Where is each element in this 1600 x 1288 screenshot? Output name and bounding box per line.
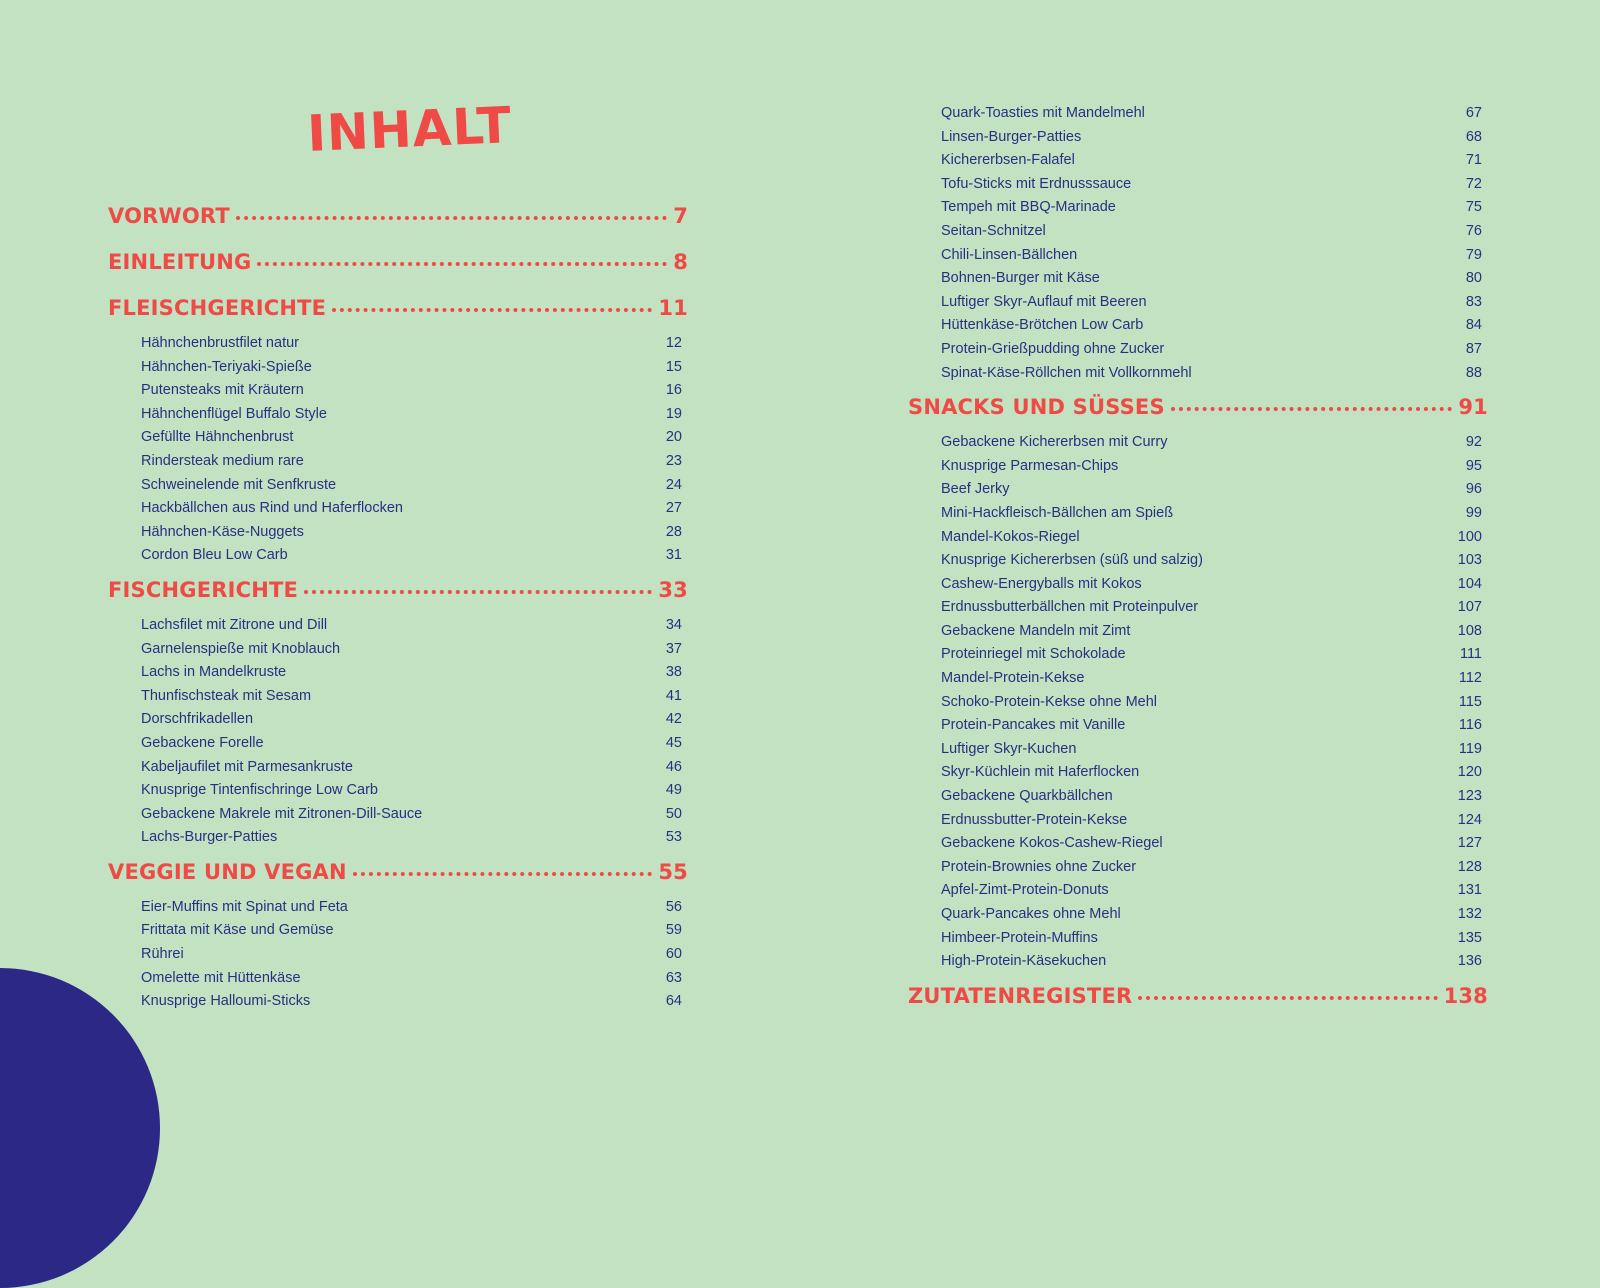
- entry-page-number: 49: [665, 782, 682, 799]
- entry-page-number: 108: [1457, 622, 1482, 639]
- entry-title: Hähnchenbrustfilet natur: [141, 335, 299, 351]
- entry-page-number: 50: [665, 805, 682, 822]
- section-entries: [108, 614, 688, 850]
- entry-page-number: 123: [1457, 788, 1482, 805]
- section-title: FLEISCHGERICHTE: [108, 296, 327, 320]
- toc-entry[interactable]: [908, 879, 1488, 903]
- entry-title: Cashew-Energyballs mit Kokos: [941, 575, 1142, 592]
- entry-title: Lachsfilet mit Zitrone und Dill: [141, 616, 328, 633]
- toc-entry[interactable]: [108, 803, 688, 827]
- entry-title: Luftiger Skyr-Auflauf mit Beeren: [941, 293, 1147, 310]
- entry-title: Protein-Brownies ohne Zucker: [941, 858, 1137, 875]
- entry-title: Gebackene Kichererbsen mit Curry: [941, 434, 1168, 451]
- entry-title: Hähnchen-Käse-Nuggets: [141, 523, 304, 540]
- entry-page-number: 20: [665, 429, 682, 446]
- entry-page-number: 120: [1457, 764, 1482, 781]
- entry-title: Skyr-Küchlein mit Haferflocken: [941, 764, 1140, 781]
- toc-entry[interactable]: [108, 826, 688, 850]
- toc-entry[interactable]: [908, 478, 1488, 502]
- toc-entry[interactable]: [908, 761, 1488, 785]
- entry-page-number: 112: [1458, 670, 1482, 687]
- toc-entry[interactable]: [108, 685, 688, 709]
- toc-entry[interactable]: [908, 267, 1488, 291]
- entry-title: Gebackene Kokos-Cashew-Riegel: [941, 835, 1163, 852]
- toc-entry[interactable]: [908, 196, 1488, 220]
- toc-entry[interactable]: [108, 474, 688, 498]
- entry-page-number: 119: [1458, 740, 1482, 757]
- entry-title: Quark-Pancakes ohne Mehl: [941, 906, 1121, 922]
- entry-page-number: 116: [1458, 717, 1482, 734]
- toc-entry[interactable]: [908, 738, 1488, 762]
- dot-leader: [1138, 996, 1437, 1000]
- toc-entry[interactable]: [108, 990, 688, 1014]
- entry-title: Eier-Muffins mit Spinat und Feta: [141, 898, 348, 915]
- entry-title: Omelette mit Hüttenkäse: [141, 969, 301, 986]
- entry-page-number: 100: [1457, 528, 1482, 545]
- entry-title: Knusprige Halloumi-Sticks: [141, 993, 311, 1010]
- entry-title: Protein-Pancakes mit Vanille: [941, 717, 1126, 734]
- entry-title: Seitan-Schnitzel: [941, 222, 1046, 239]
- entry-page-number: 115: [1458, 693, 1482, 710]
- entry-title: Erdnussbutter-Protein-Kekse: [941, 811, 1128, 828]
- toc-entry[interactable]: [908, 856, 1488, 880]
- entry-title: Lachs-Burger-Patties: [141, 829, 278, 846]
- entry-page-number: 84: [1465, 317, 1482, 334]
- section-title: EINLEITUNG: [108, 250, 252, 274]
- section-header-veggie-und-vegan[interactable]: [108, 860, 688, 896]
- entry-title: Kichererbsen-Falafel: [941, 152, 1075, 169]
- toc-right-column: [908, 102, 1488, 1020]
- toc-entry[interactable]: [908, 620, 1488, 644]
- entry-page-number: 37: [665, 640, 682, 657]
- entry-title: Tempeh mit BBQ-Marinade: [941, 199, 1116, 216]
- toc-entry[interactable]: [908, 526, 1488, 550]
- dot-leader: [332, 308, 652, 312]
- section-title: SNACKS UND SÜSSES: [908, 395, 1165, 420]
- entry-page-number: 64: [665, 993, 682, 1010]
- toc-entry[interactable]: [908, 431, 1488, 455]
- entry-page-number: 136: [1457, 953, 1482, 970]
- entry-title: Putensteaks mit Kräutern: [141, 382, 304, 399]
- entry-title: Knusprige Tintenfischringe Low Carb: [141, 782, 378, 799]
- section-page-number: 33: [658, 577, 688, 602]
- entry-title: Chili-Linsen-Bällchen: [941, 246, 1078, 263]
- toc-entry[interactable]: [108, 332, 688, 356]
- entry-page-number: 80: [1465, 270, 1482, 287]
- toc-entry[interactable]: [108, 638, 688, 662]
- toc-entry[interactable]: [108, 450, 688, 474]
- entry-title: Gebackene Mandeln mit Zimt: [941, 622, 1131, 639]
- section-page-number: 55: [658, 859, 688, 884]
- toc-entry[interactable]: [108, 919, 688, 943]
- entry-page-number: 76: [1465, 222, 1482, 239]
- toc-entry[interactable]: [908, 643, 1488, 667]
- entry-page-number: 31: [665, 547, 682, 564]
- entry-page-number: 104: [1457, 575, 1482, 592]
- toc-entry[interactable]: [108, 779, 688, 803]
- entry-page-number: 60: [665, 946, 682, 963]
- section-header-fischgerichte[interactable]: [108, 578, 688, 614]
- entry-title: Schweinelende mit Senfkruste: [141, 476, 337, 493]
- entry-title: High-Protein-Käsekuchen: [941, 953, 1107, 970]
- toc-entry[interactable]: [908, 291, 1488, 315]
- entry-page-number: 23: [665, 452, 682, 469]
- toc-entry[interactable]: [108, 426, 688, 450]
- entry-page-number: 19: [665, 405, 682, 422]
- entry-title: Luftiger Skyr-Kuchen: [941, 740, 1077, 757]
- section-title: VORWORT: [108, 204, 230, 228]
- entry-page-number: 46: [665, 758, 682, 775]
- entry-page-number: 79: [1465, 246, 1482, 263]
- entry-page-number: 75: [1465, 199, 1482, 216]
- entry-title: Hackbällchen aus Rind und Haferflocken: [141, 500, 403, 517]
- entry-title: Dorschfrikadellen: [141, 711, 254, 728]
- entry-title: Rührei: [141, 946, 184, 963]
- toc-entry[interactable]: [108, 544, 688, 568]
- entry-page-number: 124: [1457, 811, 1482, 828]
- entry-title: Kabeljaufilet mit Parmesankruste: [141, 758, 353, 775]
- toc-entry[interactable]: [908, 314, 1488, 338]
- entry-title: Gebackene Quarkbällchen: [941, 788, 1113, 805]
- continued-entries: [908, 102, 1488, 385]
- page-title: INHALT: [306, 96, 514, 163]
- section-page-number: 91: [1458, 395, 1488, 420]
- entry-title: Mandel-Kokos-Riegel: [941, 528, 1080, 545]
- section-header-snacks-und-suesses[interactable]: [908, 395, 1488, 431]
- toc-entry[interactable]: [908, 102, 1488, 126]
- section-entries: [108, 896, 688, 1014]
- section-header-vorwort[interactable]: [108, 204, 688, 240]
- toc-entry[interactable]: [908, 220, 1488, 244]
- entry-title: Spinat-Käse-Röllchen mit Vollkornmehl: [941, 364, 1192, 381]
- toc-entry[interactable]: [908, 244, 1488, 268]
- toc-entry[interactable]: [908, 667, 1488, 691]
- entry-title: Proteinriegel mit Schokolade: [941, 646, 1126, 663]
- toc-entry[interactable]: [908, 903, 1488, 927]
- entry-page-number: 24: [665, 476, 682, 493]
- entry-page-number: 59: [665, 922, 682, 939]
- toc-entry[interactable]: [108, 896, 688, 920]
- entry-page-number: 103: [1457, 552, 1482, 569]
- entry-page-number: 72: [1465, 175, 1482, 192]
- section-header-fleischgerichte[interactable]: [108, 296, 688, 332]
- entry-page-number: 128: [1457, 858, 1482, 875]
- entry-title: Rindersteak medium rare: [141, 452, 304, 469]
- toc-entry[interactable]: [108, 403, 688, 427]
- section-page-number: 138: [1443, 983, 1488, 1008]
- entry-title: Cordon Bleu Low Carb: [141, 547, 288, 564]
- entry-title: Linsen-Burger-Patties: [941, 128, 1082, 145]
- toc-entry[interactable]: [908, 338, 1488, 362]
- section-title: FISCHGERICHTE: [108, 577, 299, 602]
- toc-entry[interactable]: [908, 573, 1488, 597]
- dot-leader: [257, 262, 667, 266]
- toc-entry[interactable]: [908, 502, 1488, 526]
- toc-entry[interactable]: [908, 149, 1488, 173]
- entry-page-number: 135: [1457, 929, 1482, 946]
- toc-entry[interactable]: [908, 950, 1488, 974]
- entry-page-number: 15: [665, 358, 682, 375]
- toc-entry[interactable]: [108, 661, 688, 685]
- section-entries: [908, 431, 1488, 974]
- toc-entry[interactable]: [908, 691, 1488, 715]
- entry-page-number: 83: [1465, 293, 1482, 310]
- entry-title: Schoko-Protein-Kekse ohne Mehl: [941, 693, 1158, 710]
- toc-entry[interactable]: [108, 614, 688, 638]
- entry-title: Himbeer-Protein-Muffins: [941, 929, 1098, 946]
- entry-title: Knusprige Parmesan-Chips: [941, 457, 1119, 474]
- entry-page-number: 16: [665, 382, 682, 399]
- dot-leader: [353, 872, 653, 876]
- toc-entry[interactable]: [908, 455, 1488, 479]
- section-page-number: 7: [673, 204, 688, 228]
- section-title: VEGGIE UND VEGAN: [108, 859, 347, 884]
- dot-leader: [236, 216, 667, 220]
- entry-page-number: 132: [1457, 906, 1482, 922]
- entry-page-number: 95: [1465, 457, 1482, 474]
- section-page-number: 11: [658, 296, 688, 320]
- section-entries: [108, 332, 688, 568]
- entry-page-number: 107: [1457, 599, 1482, 616]
- toc-entry[interactable]: [908, 362, 1488, 386]
- entry-title: Knusprige Kichererbsen (süß und salzig): [941, 552, 1203, 569]
- entry-page-number: 131: [1457, 882, 1482, 899]
- entry-page-number: 41: [665, 687, 682, 704]
- entry-title: Hähnchen-Teriyaki-Spieße: [141, 358, 312, 375]
- toc-entry[interactable]: [908, 832, 1488, 856]
- toc-entry[interactable]: [108, 708, 688, 732]
- entry-page-number: 12: [665, 335, 682, 351]
- toc-entry[interactable]: [908, 549, 1488, 573]
- entry-page-number: 111: [1459, 646, 1482, 663]
- entry-page-number: 63: [665, 969, 682, 986]
- entry-title: Bohnen-Burger mit Käse: [941, 270, 1100, 287]
- toc-entry[interactable]: [108, 356, 688, 380]
- entry-title: Gebackene Forelle: [141, 734, 264, 751]
- entry-title: Protein-Grießpudding ohne Zucker: [941, 340, 1165, 357]
- entry-page-number: 92: [1465, 434, 1482, 451]
- entry-title: Apfel-Zimt-Protein-Donuts: [941, 882, 1109, 899]
- entry-page-number: 87: [1465, 340, 1482, 357]
- toc-entry[interactable]: [908, 126, 1488, 150]
- entry-title: Garnelenspieße mit Knoblauch: [141, 640, 341, 657]
- right-sections: [908, 395, 1488, 1020]
- entry-title: Mini-Hackfleisch-Bällchen am Spieß: [941, 504, 1174, 521]
- toc-entry[interactable]: [108, 943, 688, 967]
- entry-page-number: 71: [1465, 152, 1482, 169]
- entry-page-number: 67: [1465, 105, 1482, 121]
- dot-leader: [1171, 407, 1453, 411]
- entry-title: Tofu-Sticks mit Erdnusssauce: [941, 175, 1132, 192]
- section-header-einleitung[interactable]: [108, 250, 688, 286]
- toc-entry[interactable]: [908, 785, 1488, 809]
- toc-entry[interactable]: [108, 967, 688, 991]
- entry-page-number: 28: [665, 523, 682, 540]
- entry-title: Hüttenkäse-Brötchen Low Carb: [941, 317, 1144, 334]
- entry-page-number: 99: [1465, 504, 1482, 521]
- entry-title: Erdnussbutterbällchen mit Proteinpulver: [941, 599, 1199, 616]
- entry-title: Thunfischsteak mit Sesam: [141, 687, 312, 704]
- entry-page-number: 53: [665, 829, 682, 846]
- entry-page-number: 56: [665, 898, 682, 915]
- entry-page-number: 127: [1457, 835, 1482, 852]
- toc-entry[interactable]: [108, 756, 688, 780]
- entry-title: Gefüllte Hähnchenbrust: [141, 429, 294, 446]
- toc-left-column: [108, 96, 688, 1014]
- entry-title: Beef Jerky: [941, 481, 1010, 498]
- toc-entry[interactable]: [908, 596, 1488, 620]
- entry-page-number: 96: [1465, 481, 1482, 498]
- toc-entry[interactable]: [908, 809, 1488, 833]
- entry-page-number: 42: [665, 711, 682, 728]
- entry-page-number: 45: [665, 734, 682, 751]
- entry-title: Hähnchenflügel Buffalo Style: [141, 405, 327, 422]
- toc-entry[interactable]: [108, 497, 688, 521]
- entry-title: Lachs in Mandelkruste: [141, 664, 287, 681]
- section-page-number: 8: [673, 250, 688, 274]
- section-header-zutatenregister[interactable]: [908, 984, 1488, 1020]
- toc-entry[interactable]: [908, 927, 1488, 951]
- entry-page-number: 34: [665, 616, 682, 633]
- entry-page-number: 38: [665, 664, 682, 681]
- toc-entry[interactable]: [108, 732, 688, 756]
- left-sections: [108, 204, 688, 1014]
- decorative-circle: [0, 968, 160, 1288]
- toc-entry[interactable]: [908, 714, 1488, 738]
- entry-page-number: 68: [1465, 128, 1482, 145]
- entry-title: Quark-Toasties mit Mandelmehl: [941, 105, 1145, 121]
- entry-page-number: 88: [1465, 364, 1482, 381]
- entry-title: Gebackene Makrele mit Zitronen-Dill-Sauce: [141, 805, 423, 822]
- toc-entry[interactable]: [108, 379, 688, 403]
- entry-title: Frittata mit Käse und Gemüse: [141, 922, 334, 939]
- dot-leader: [304, 590, 652, 594]
- toc-entry[interactable]: [908, 173, 1488, 197]
- section-title: ZUTATENREGISTER: [908, 983, 1133, 1008]
- entry-title: Mandel-Protein-Kekse: [941, 670, 1085, 687]
- entry-page-number: 27: [665, 500, 682, 517]
- toc-entry[interactable]: [108, 521, 688, 545]
